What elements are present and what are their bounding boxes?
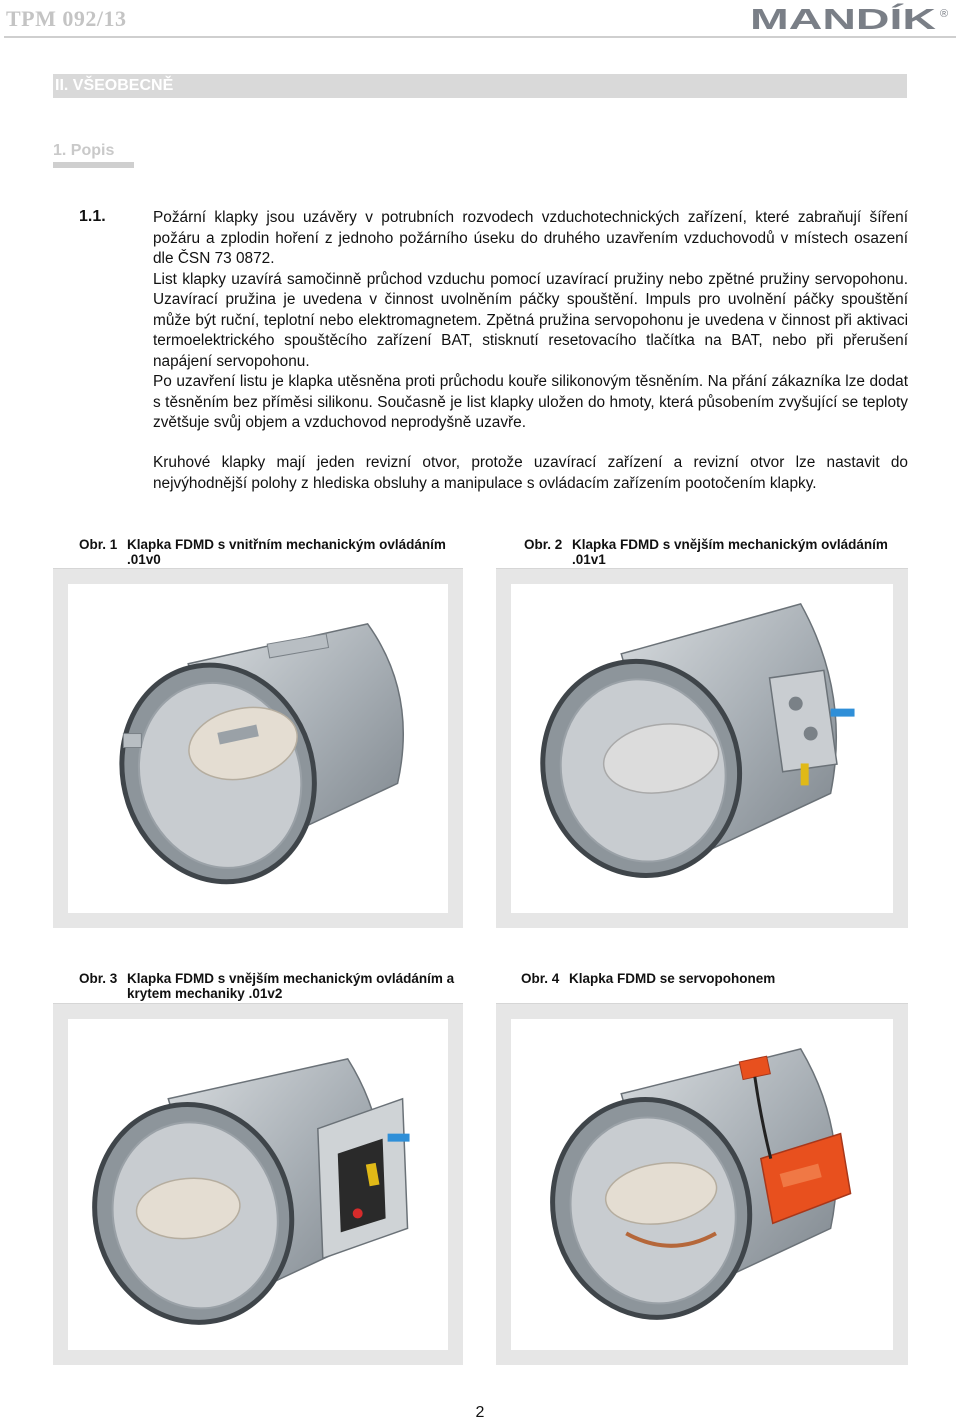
- figure-1-label: Obr. 1: [79, 537, 118, 552]
- section-title: II. VŠEOBECNĚ: [55, 77, 174, 94]
- paragraph-second: Kruhové klapky mají jeden revizní otvor, protože uzavírací zařízení a revizní otvor lze nastavit do nejvýhodnější polohy z hlediska obsluhy a manipulace s ovládacím zařízením pootočením klapky.: [153, 454, 908, 492]
- figure-2-photo: [511, 584, 893, 913]
- figure-2-frame: [496, 568, 908, 928]
- paragraph-part-1: Požární klapky jsou uzávěry v potrubních rozvodech vzduchotechnických zařízení, které zabraňují šíření požáru a zplodin hoření z jednoho požárního úseku do druhého uzavřením vzduchovodů v místech osazení dle ČSN 73 0872.: [153, 209, 908, 267]
- logo-text: MANDÍK: [750, 4, 866, 35]
- paragraph-body: [153, 208, 908, 434]
- damper-actuator-image: [511, 1019, 893, 1350]
- mandik-logo: [750, 3, 954, 35]
- figure-4-photo: [511, 1019, 893, 1350]
- figure-1-photo: [68, 584, 448, 913]
- figure-3-photo: [68, 1019, 448, 1350]
- page-number: 2: [475, 1404, 485, 1421]
- figure-1-caption: Klapka FDMD s vnitřním mechanickým ovládáním .01v0: [127, 537, 446, 567]
- paragraph-part-2: List klapky uzavírá samočinně průchod vzduchu pomocí uzavírací pružiny nebo zpětné pružiny servopohonu. Uzavírací pružina je uvedena v činnost uvolněním páčky spouštění. Impuls pro uvolnění páčky spouštění může být ruční, teplotní nebo elektromagnetem. Zpětná pružina servopohonu je uvedena v činnost při aktivaci termoelektrického spouštěcího zařízení BAT, stisknutí resetovacího tlačítka na BAT, nebo při přerušení napájení servopohonu.: [153, 270, 908, 370]
- figure-4-caption: Klapka FDMD se servopohonem: [569, 971, 776, 986]
- subsection-rule: [53, 162, 134, 168]
- paragraph-part-3: Po uzavření listu je klapka utěsněna proti průchodu kouře silikonovým těsněním. Na přání zákazníka lze dodat s těsněním bez příměsi silikonu. Současně je list klapky uložen do hmoty, která působením zvyšující se teploty zvětšuje svůj objem a vzduchovod neprodyšně uzavře.: [153, 373, 908, 431]
- section-bar: [53, 74, 907, 98]
- damper-internal-image: [68, 584, 448, 913]
- damper-external-image: [511, 584, 893, 913]
- figure-4-frame: [496, 1003, 908, 1365]
- damper-covered-image: [68, 1019, 448, 1350]
- header-rule: [4, 36, 956, 38]
- figure-1-frame: [53, 568, 463, 928]
- figure-3-label: Obr. 3: [79, 971, 118, 986]
- logo-registered-mark: ®: [940, 8, 949, 20]
- document-code: TPM 092/13: [6, 6, 127, 31]
- figure-4-label: Obr. 4: [521, 971, 560, 986]
- figure-2-label: Obr. 2: [524, 537, 563, 552]
- subsection-title: 1. Popis: [53, 142, 115, 159]
- figure-3-caption: Klapka FDMD s vnějším mechanickým ovládáním a krytem mechaniky .01v2: [127, 971, 455, 1001]
- figure-2-caption: Klapka FDMD s vnějším mechanickým ovládáním .01v1: [572, 537, 888, 567]
- figure-3-frame: [53, 1003, 463, 1365]
- paragraph-number: 1.1.: [79, 208, 106, 225]
